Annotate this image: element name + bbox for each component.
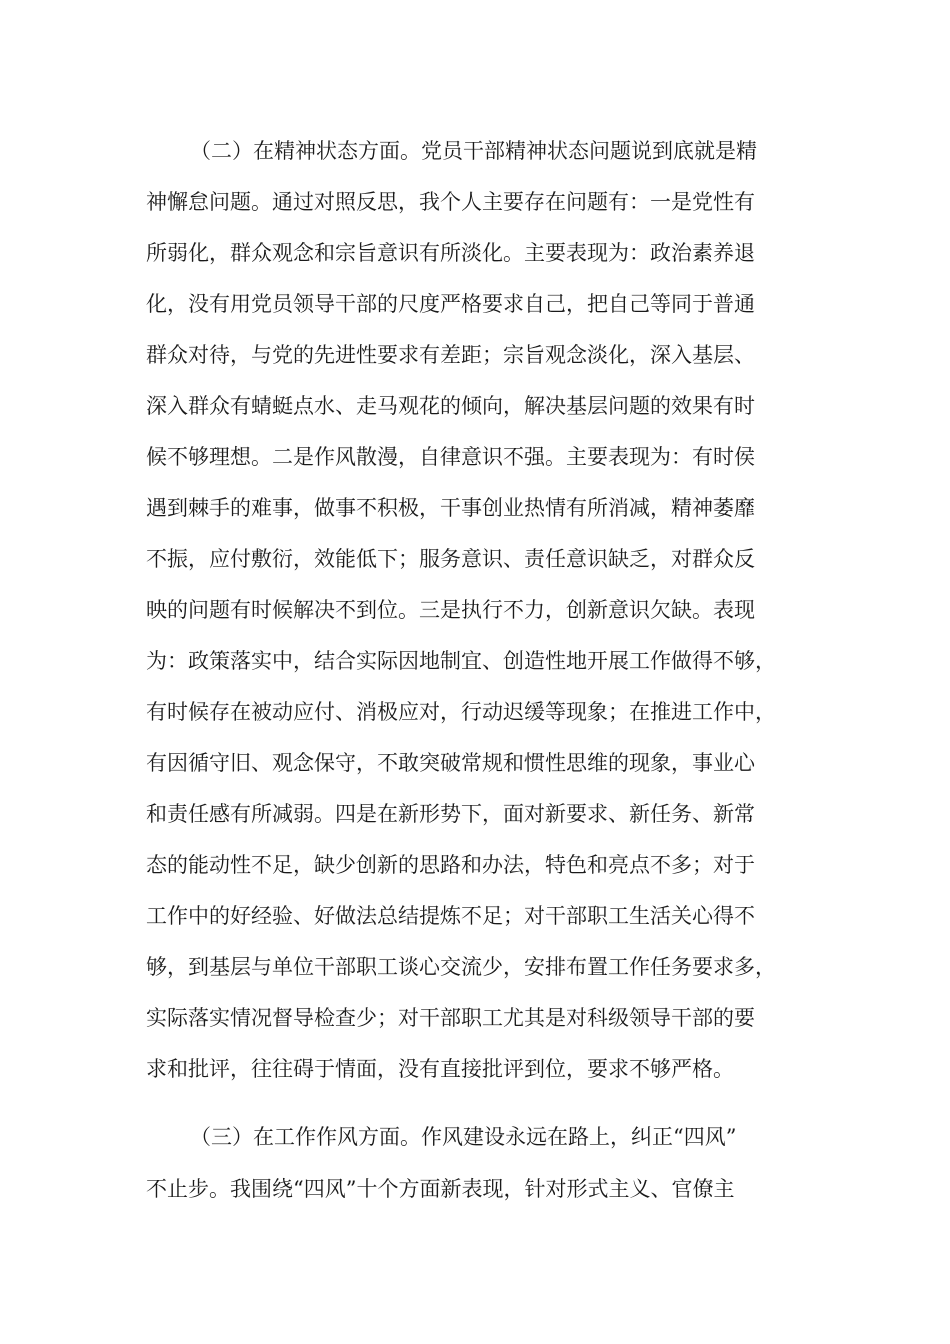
text-line: 所弱化，群众观念和宗旨意识有所淡化。主要表现为：政治素养退 [146,241,755,265]
text-line: 有时候存在被动应付、消极应对，行动迟缓等现象；在推进工作中， [146,700,776,724]
text-line: 不振，应付敷衍，效能低下；服务意识、责任意识缺乏，对群众反 [146,547,755,571]
text-line: 神懈怠问题。通过对照反思，我个人主要存在问题有：一是党性有 [146,190,755,214]
text-line: 够，到基层与单位干部职工谈心交流少，安排布置工作任务要求多， [146,955,776,979]
text-line: 候不够理想。二是作风散漫，自律意识不强。主要表现为：有时侯 [146,445,755,469]
text-line: 有因循守旧、观念保守，不敢突破常规和惯性思维的现象，事业心 [146,751,755,775]
text-line: 深入群众有蜻蜓点水、走马观花的倾向，解决基层问题的效果有时 [146,394,755,418]
text-line: 态的能动性不足，缺少创新的思路和办法，特色和亮点不多；对于 [146,853,755,877]
text-line: 映的问题有时候解决不到位。三是执行不力，创新意识欠缺。表现 [146,598,755,622]
text-line: 不止步。我围绕“四风”十个方面新表现，针对形式主义、官僚主 [146,1177,735,1201]
text-line: 和责任感有所减弱。四是在新形势下，面对新要求、新任务、新常 [146,802,755,826]
text-line: 为：政策落实中，结合实际因地制宜、创造性地开展工作做得不够， [146,649,776,673]
text-line: 遇到棘手的难事，做事不积极，干事创业热情有所消减，精神萎靡 [146,496,755,520]
text-line: 求和批评，往往碍于情面，没有直接批评到位，要求不够严格。 [146,1057,734,1081]
text-line: 工作中的好经验、好做法总结提炼不足；对干部职工生活关心得不 [146,904,755,928]
text-line: 群众对待，与党的先进性要求有差距；宗旨观念淡化，深入基层、 [146,343,755,367]
text-line: （二）在精神状态方面。党员干部精神状态问题说到底就是精 [190,139,757,163]
text-line: （三）在工作作风方面。作风建设永远在路上，纠正“四风” [190,1125,737,1149]
text-line: 化，没有用党员领导干部的尺度严格要求自己，把自己等同于普通 [146,292,755,316]
text-line: 实际落实情况督导检查少；对干部职工尤其是对科级领导干部的要 [146,1006,755,1030]
